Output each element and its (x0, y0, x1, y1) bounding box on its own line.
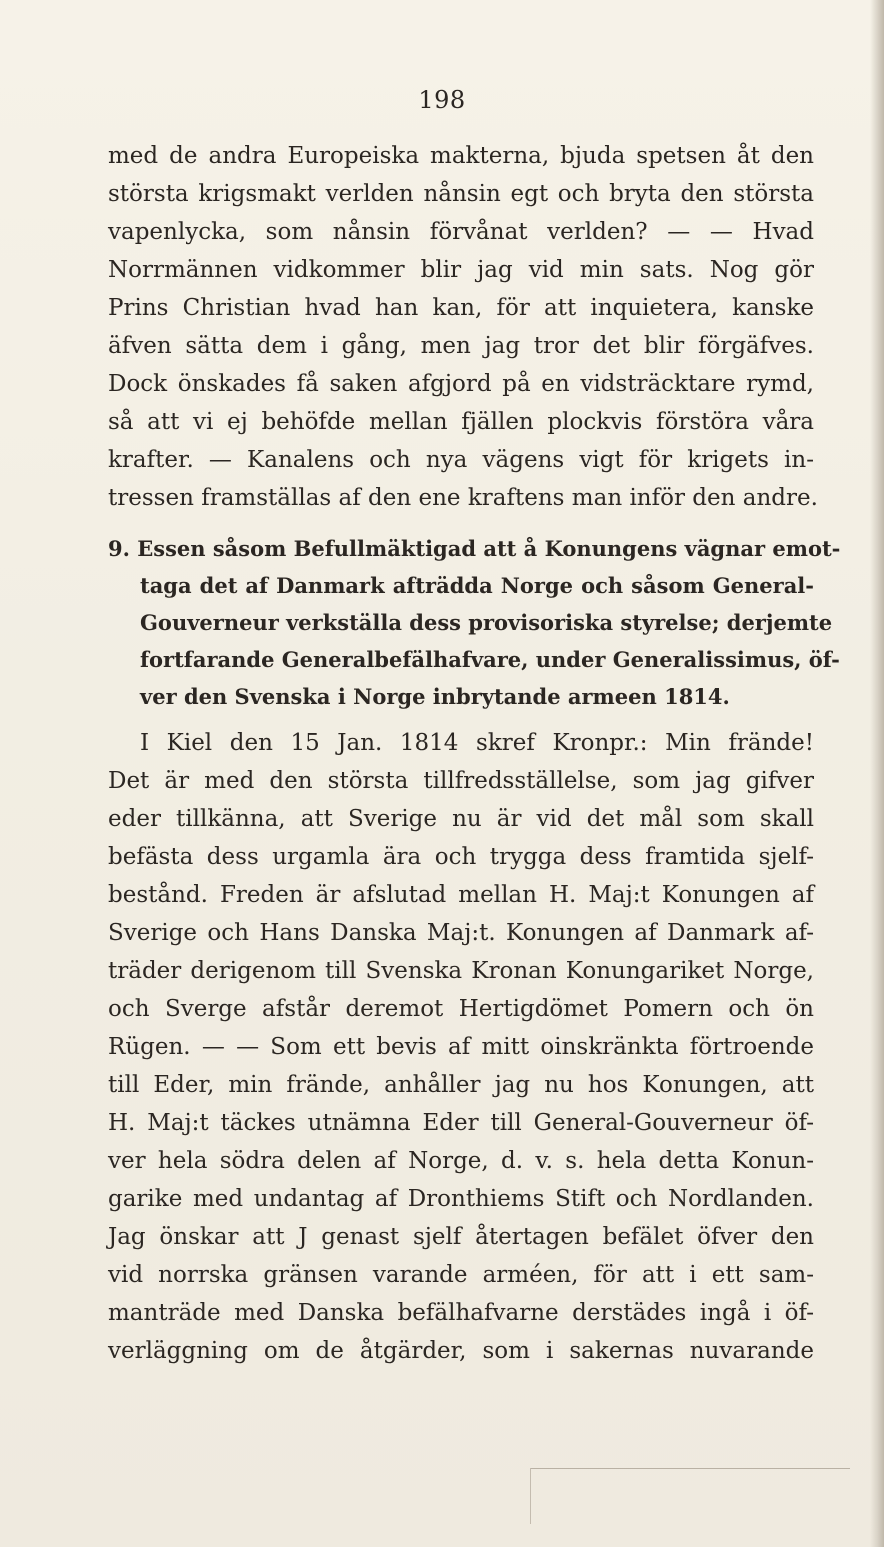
heading-line: Gouverneur verkställa dess provisoriska styrelse; derjemte (140, 610, 833, 635)
section-heading (108, 530, 841, 715)
text-line: H. Maj:t täckes utnämna Eder till General-Gouverneur öf- (108, 1110, 814, 1136)
text-line: Dock önskades få saken afgjord på en vidsträcktare rymd, (108, 371, 814, 397)
text-line: verläggning om de åtgärder, som i sakernas nuvarande (108, 1338, 814, 1364)
heading-line: fortfarande Generalbefälhafvare, under Generalissimus, öf- (140, 647, 840, 672)
scan-artifact-line (530, 1468, 850, 1469)
text-line: bestånd. Freden är afslutad mellan H. Maj:t Konungen af (108, 882, 814, 908)
text-line: tressen framställas af den ene kraftens man inför den andre. (108, 485, 818, 511)
text-line: Sverige och Hans Danska Maj:t. Konungen af Danmark af- (108, 920, 814, 946)
section-number: 9. (108, 536, 130, 561)
text-line: Jag önskar att J genast sjelf återtagen befälet öfver den (108, 1224, 814, 1250)
scan-artifact-line (530, 1468, 531, 1524)
text-line: Prins Christian hvad han kan, för att inquietera, kanske (108, 295, 814, 321)
text-line: till Eder, min frände, anhåller jag nu hos Konungen, att (108, 1072, 814, 1098)
text-line: med de andra Europeiska makterna, bjuda spetsen åt den (108, 143, 814, 169)
text-line: manträde med Danska befälhafvarne derstädes ingå i öf- (108, 1300, 814, 1326)
text-line: befästa dess urgamla ära och trygga dess framtida sjelf- (108, 844, 814, 870)
paragraph-1 (108, 137, 818, 517)
text-line: Rügen. — — Som ett bevis af mitt oinskränkta förtroende (108, 1034, 814, 1060)
text-line: Det är med den största tillfredsställelse, som jag gifver (108, 768, 814, 794)
heading-line: taga det af Danmark afträdda Norge och såsom General- (140, 573, 814, 598)
page-edge-shadow (870, 0, 884, 1547)
text-line: vid norrska gränsen varande arméen, för att i ett sam- (108, 1262, 814, 1288)
heading-text: Essen såsom Befullmäktigad att å Konungens vägnar emot- (137, 536, 841, 561)
heading-line: ver den Svenska i Norge inbrytande armeen 1814. (140, 684, 730, 709)
text-line: äfven sätta dem i gång, men jag tror det blir förgäfves. (108, 333, 814, 359)
paragraph-2 (108, 724, 814, 1370)
text-line: och Sverge afstår deremot Hertigdömet Pomern och ön (108, 996, 814, 1022)
text-line: krafter. — Kanalens och nya vägens vigt för krigets in- (108, 447, 814, 473)
text-line: ver hela södra delen af Norge, d. v. s. hela detta Konun- (108, 1148, 814, 1174)
text-line: garike med undantag af Dronthiems Stift och Nordlanden. (108, 1186, 814, 1212)
text-line: I Kiel den 15 Jan. 1814 skref Kronpr.: Min frände! (140, 730, 814, 756)
text-line: så att vi ej behöfde mellan fjällen plockvis förstöra våra (108, 409, 814, 435)
heading-line (108, 530, 841, 567)
text-line: träder derigenom till Svenska Kronan Konungariket Norge, (108, 958, 814, 984)
text-line: eder tillkänna, att Sverige nu är vid det mål som skall (108, 806, 814, 832)
page-number: 198 (418, 86, 466, 114)
text-line: största krigsmakt verlden nånsin egt och bryta den största (108, 181, 814, 207)
text-line: vapenlycka, som nånsin förvånat verlden? — — Hvad (108, 219, 814, 245)
text-line: Norrmännen vidkommer blir jag vid min sats. Nog gör (108, 257, 814, 283)
